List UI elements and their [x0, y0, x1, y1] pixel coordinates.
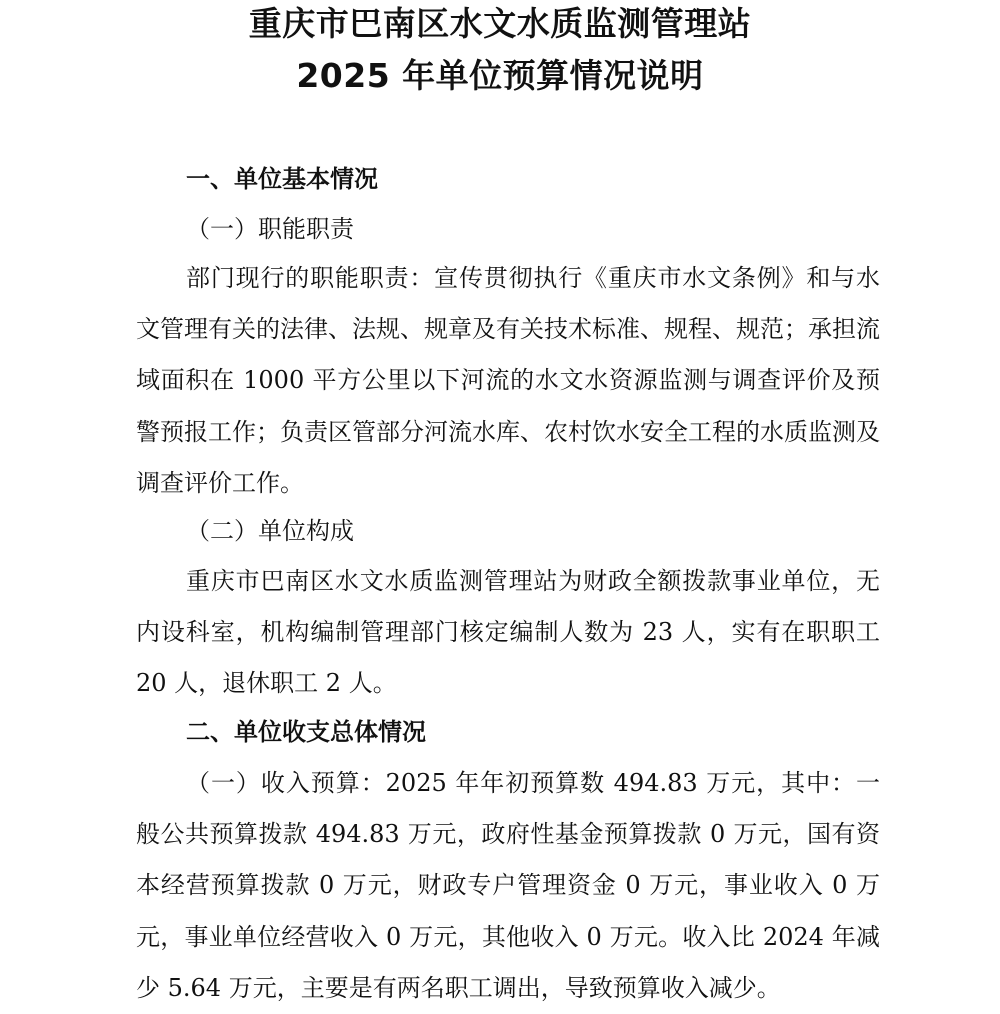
section1-sub2-paragraph: 重庆市巴南区水文水质监测管理站为财政全额拨款事业单位，无内设科室，机构编制管理部门核定编制人数为 23 人，实有在职职工 20 人，退休职工 2 人。	[136, 567, 880, 698]
section1-heading: 一、单位基本情况	[186, 165, 378, 193]
section1-sub2-heading: （二）单位构成	[186, 517, 354, 545]
section2-heading: 二、单位收支总体情况	[186, 718, 426, 746]
document-title-line1: 重庆市巴南区水文水质监测管理站	[248, 4, 752, 43]
document-title-line2: 2025 年单位预算情况说明	[296, 56, 704, 95]
section1-sub1-paragraph: 部门现行的职能职责：宣传贯彻执行《重庆市水文条例》和与水文管理有关的法律、法规、规章及有关技术标准、规程、规范；承担流域面积在 1000 平方公里以下河流的水文水资源监测与调查评价及预警预报工作；负责区管部分河流水库、农村饮水安全工程的水质监测及调查评价工作。	[136, 264, 880, 497]
section1-sub1-heading: （一）职能职责	[186, 215, 354, 243]
section2-sub1-paragraph: （一）收入预算：2025 年年初预算数 494.83 万元，其中：一般公共预算拨款 494.83 万元，政府性基金预算拨款 0 万元，国有资本经营预算拨款 0 万元，财政专户管理资金 0 万元，事业收入 0 万元，事业单位经营收入 0 万元，其他收入 0 万元。收入比 2024 年减少 5.64 万元，主要是有两名职工调出，导致预算收入减少。	[136, 769, 880, 1002]
